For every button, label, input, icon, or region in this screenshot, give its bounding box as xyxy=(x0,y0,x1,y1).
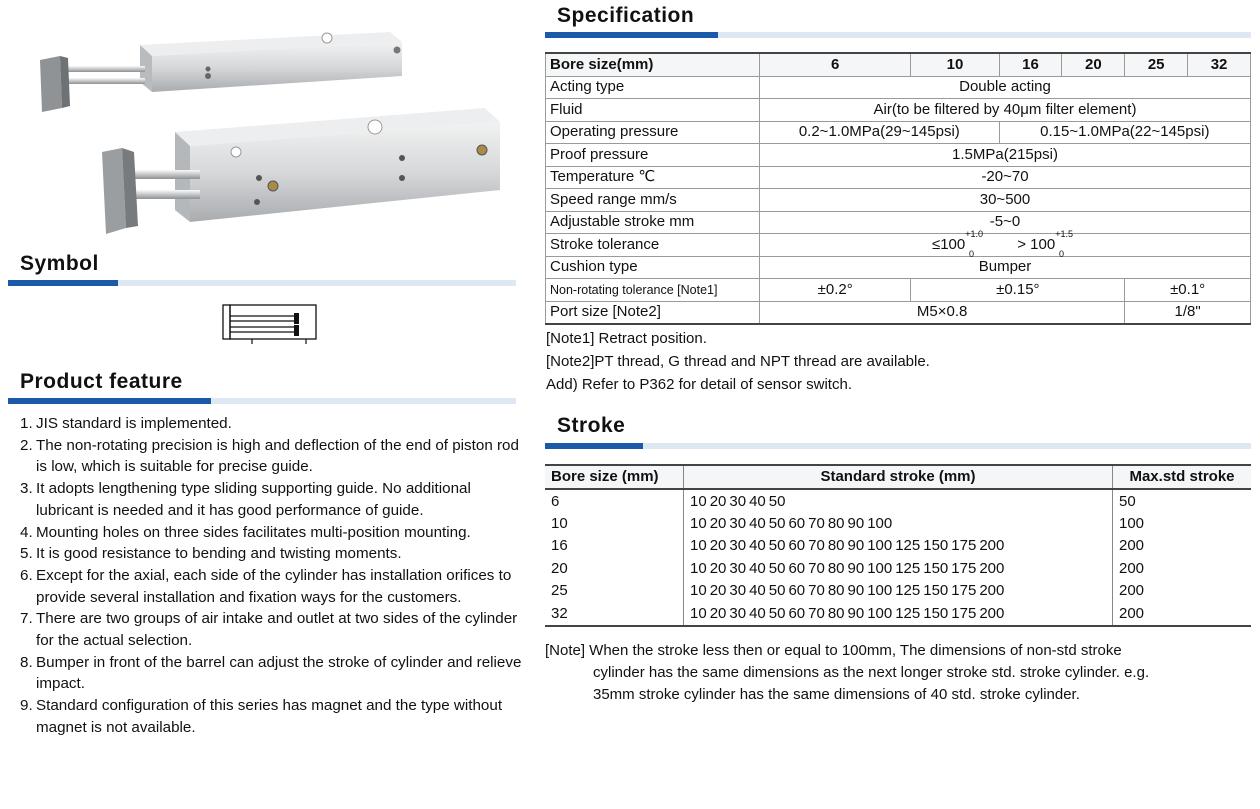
list-item: 9. Standard configuration of this series has magnet and the type without magnet is not available. xyxy=(20,697,503,736)
stroke-value: 40 xyxy=(749,559,766,577)
symbol-underline xyxy=(8,280,516,286)
stroke-value: 200 xyxy=(979,582,1005,600)
stroke-value: 30 xyxy=(729,559,747,577)
stroke-value: 20 xyxy=(709,514,727,532)
stroke-value: 90 xyxy=(847,537,865,555)
stroke-value: 175 xyxy=(951,582,977,600)
list-item: 7. There are two groups of air intake and outlet at two sides of the cylinder for the actual selection. xyxy=(20,610,518,650)
stroke-value: 10 xyxy=(690,582,707,600)
spec-notes: [Note1] Retract position. [Note2]PT thread, G thread and NPT thread are available. Add) Refer to P362 for detail of sensor switch. xyxy=(546,330,930,393)
stroke-value: 40 xyxy=(749,514,766,532)
stroke-value: 70 xyxy=(808,604,825,622)
stroke-value: 90 xyxy=(847,559,865,577)
stroke-value: 60 xyxy=(788,559,806,577)
specification-title: Specification xyxy=(557,4,695,27)
table-row: 32 10 20 30 40 50 60 70 80 90 100 125 150 175 200 200 xyxy=(545,602,1251,625)
stroke-value: 60 xyxy=(788,537,806,555)
table-row: Speed range mm/s 30~500 xyxy=(546,189,1251,212)
table-row: 6 10 20 30 40 50 50 xyxy=(545,489,1251,512)
table-row: Non-rotating tolerance [Note1] ±0.2° ±0.15° ±0.1° xyxy=(546,279,1251,302)
stroke-value: 200 xyxy=(979,559,1005,577)
table-row: Proof pressure 1.5MPa(215psi) xyxy=(546,144,1251,167)
stroke-value: 200 xyxy=(979,537,1005,555)
stroke-value: 100 xyxy=(867,537,893,555)
stroke-value: 30 xyxy=(729,604,747,622)
stroke-value: 150 xyxy=(923,559,949,577)
list-item: 6. Except for the axial, each side of the cylinder has installation orifices to provide several installation and fixation ways for the customers. xyxy=(20,566,512,606)
stroke-value: 50 xyxy=(768,537,786,555)
stroke-value: 10 xyxy=(690,559,707,577)
stroke-value: 10 xyxy=(690,604,707,622)
stroke-value: 100 xyxy=(867,514,893,532)
stroke-value: 90 xyxy=(847,514,865,532)
table-row: Port size [Note2] M5×0.8 1/8" xyxy=(546,301,1251,324)
list-item: 5. It is good resistance to bending and twisting moments. xyxy=(20,545,402,563)
stroke-value: 50 xyxy=(768,559,786,577)
stroke-value: 20 xyxy=(709,559,727,577)
specification-table xyxy=(545,52,1251,325)
table-row: Adjustable stroke mm -5~0 xyxy=(546,211,1251,234)
stroke-value: 150 xyxy=(923,537,949,555)
stroke-value: 125 xyxy=(895,559,921,577)
stroke-tolerance-value: $\le 100^{+1.0}_0$ > $100^{+1.5}_0$ xyxy=(760,234,1251,257)
stroke-value: 100 xyxy=(867,582,893,600)
table-row: Stroke tolerance $\le 100^{+1.0}_0$ > $100^{+1.5}_0$ xyxy=(546,234,1251,257)
feature-list xyxy=(20,413,525,739)
table-row: 16 10 20 30 40 50 60 70 80 90 100 125 150 175 200 200 xyxy=(545,535,1251,557)
list-item: 4. Mounting holes on three sides facilitates multi-position mounting. xyxy=(20,523,471,541)
stroke-title: Stroke xyxy=(557,414,626,437)
stroke-value: 175 xyxy=(951,537,977,555)
stroke-value: 100 xyxy=(867,559,893,577)
stroke-value: 30 xyxy=(729,582,747,600)
stroke-value: 125 xyxy=(895,537,921,555)
stroke-value: 10 xyxy=(690,537,707,555)
stroke-value: 90 xyxy=(847,604,865,622)
stroke-value: 10 xyxy=(690,514,707,532)
table-row: 20 10 20 30 40 50 60 70 80 90 100 125 150 175 200 200 xyxy=(545,558,1251,580)
product-feature-underline xyxy=(8,398,516,404)
stroke-value: 175 xyxy=(951,559,977,577)
table-row: Cushion type Bumper xyxy=(546,256,1251,279)
table-row: Operating pressure 0.2~1.0MPa(29~145psi) 0.15~1.0MPa(22~145psi) xyxy=(546,121,1251,144)
stroke-value: 80 xyxy=(827,559,845,577)
stroke-value: 80 xyxy=(827,514,845,532)
stroke-value: 50 xyxy=(768,582,786,600)
stroke-value: 20 xyxy=(709,492,727,510)
stroke-value: 125 xyxy=(895,582,921,600)
stroke-value: 30 xyxy=(729,537,747,555)
list-item: 8. Bumper in front of the barrel can adjust the stroke of cylinder and relieve impact. xyxy=(20,653,522,693)
stroke-value: 50 xyxy=(768,492,786,510)
stroke-value: 80 xyxy=(827,582,845,600)
product-feature-title: Product feature xyxy=(20,370,183,393)
stroke-value: 40 xyxy=(749,604,766,622)
stroke-value: 70 xyxy=(808,582,825,600)
stroke-value: 150 xyxy=(923,582,949,600)
specification-underline xyxy=(545,32,1251,38)
stroke-value: 90 xyxy=(847,582,865,600)
table-row: Bore size (mm) Standard stroke (mm) Max.std stroke xyxy=(545,465,1251,489)
stroke-value: 30 xyxy=(729,492,747,510)
table-row: Acting type Double acting xyxy=(546,76,1251,99)
stroke-underline xyxy=(545,443,1251,449)
stroke-value: 80 xyxy=(827,604,845,622)
stroke-note: [Note] When the stroke less then or equal to 100mm, The dimensions of non-std stroke cylinder has the same dimensions as the next longer stroke std. stroke cylinder. e.g. 35mm stroke cylinder has the same dimensions of 40 std. stroke cylinder. xyxy=(545,642,1150,703)
stroke-value: 40 xyxy=(749,492,766,510)
stroke-value: 175 xyxy=(951,604,977,622)
stroke-value: 10 xyxy=(690,492,707,510)
table-row: Temperature ℃ -20~70 xyxy=(546,166,1251,189)
list-item: 1. JIS standard is implemented. xyxy=(20,415,232,432)
stroke-value: 30 xyxy=(729,514,747,532)
stroke-value: 80 xyxy=(827,537,845,555)
stroke-value: 50 xyxy=(768,604,786,622)
stroke-value: 40 xyxy=(749,582,766,600)
stroke-value: 70 xyxy=(808,514,825,532)
stroke-value: 150 xyxy=(923,604,949,622)
stroke-value: 70 xyxy=(808,537,825,555)
stroke-value: 20 xyxy=(709,582,727,600)
list-item: 2. The non-rotating precision is high and deflection of the end of piston rod is low, which is suitable for precise guide. xyxy=(20,436,519,476)
cylinder-symbol-icon xyxy=(222,304,318,344)
stroke-value: 20 xyxy=(709,537,727,555)
stroke-value: 60 xyxy=(788,514,806,532)
symbol-title: Symbol xyxy=(20,252,99,275)
stroke-value: 20 xyxy=(709,604,727,622)
list-item: 3. It adopts lengthening type sliding supporting guide. No additional lubricant is needed and it has good performance of guide. xyxy=(20,480,471,519)
stroke-value: 200 xyxy=(979,604,1005,622)
product-photo xyxy=(30,0,510,245)
stroke-value: 50 xyxy=(768,514,786,532)
stroke-value: 100 xyxy=(867,604,893,622)
stroke-value: 70 xyxy=(808,559,825,577)
stroke-table xyxy=(545,464,1251,627)
stroke-value: 60 xyxy=(788,582,806,600)
table-row: Fluid Air(to be filtered by 40μm filter element) xyxy=(546,99,1251,122)
table-row: Bore size(mm) 6 10 16 20 25 32 xyxy=(546,53,1251,76)
table-row: 25 10 20 30 40 50 60 70 80 90 100 125 150 175 200 200 xyxy=(545,580,1251,602)
stroke-value: 40 xyxy=(749,537,766,555)
stroke-value: 60 xyxy=(788,604,806,622)
table-row: 10 10 20 30 40 50 60 70 80 90 100 100 xyxy=(545,513,1251,535)
stroke-value: 125 xyxy=(895,604,921,622)
